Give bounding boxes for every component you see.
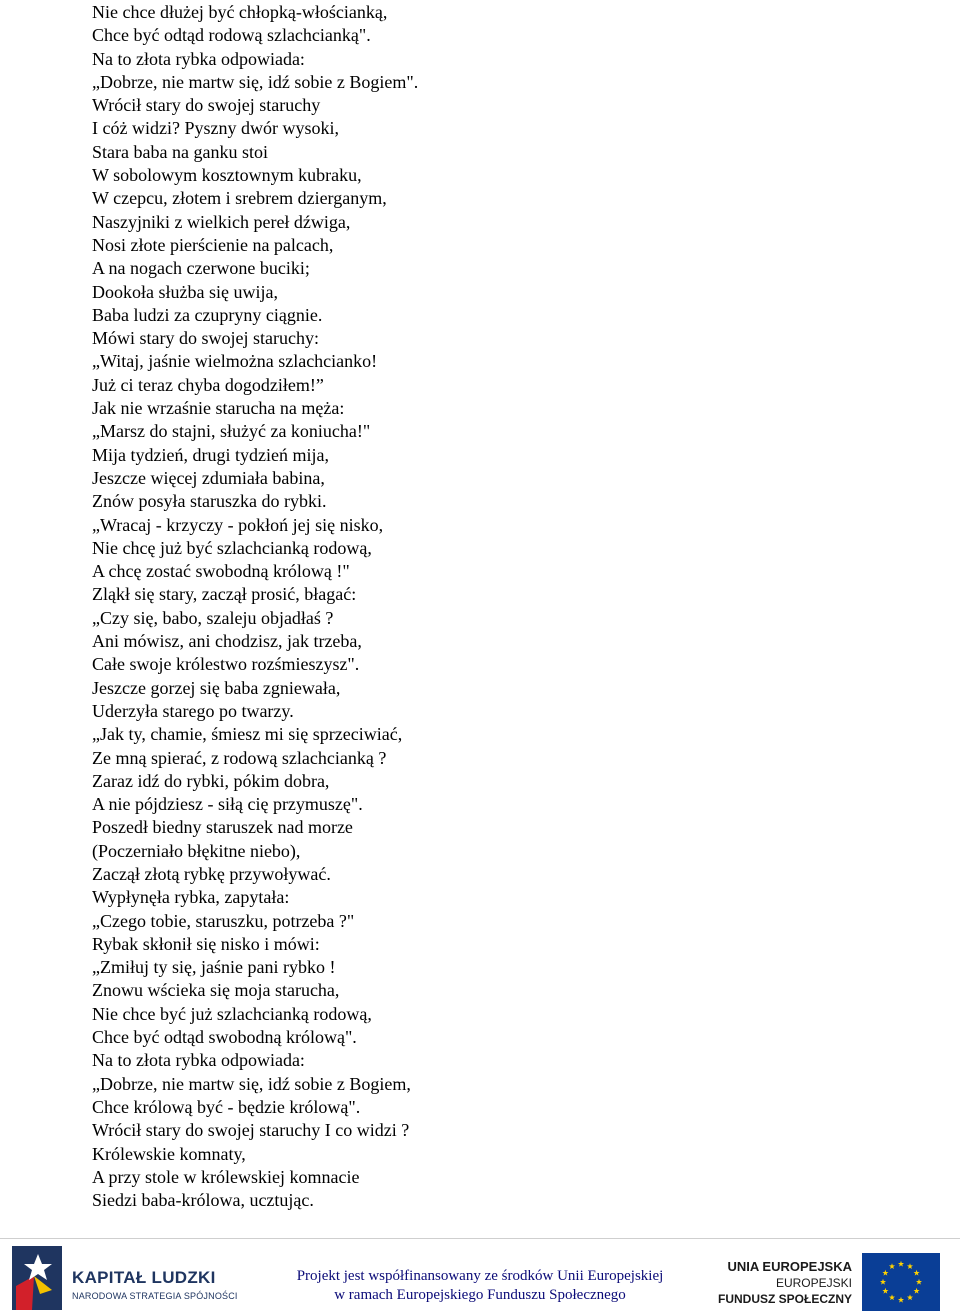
poem-line: „Czy się, babo, szaleju objadłaś ? [92,607,334,628]
project-note-line2: w ramach Europejskiego Funduszu Społecznego [334,1287,626,1303]
poem-line: Zaraz idź do rybki, pókim dobra, [92,770,330,791]
poem-line: „Marsz do stajni, służyć za koniucha!" [92,421,371,442]
poem-line: Znowu wścieka się moja starucha, [92,980,340,1001]
poem-line: Chce królową być - będzie królową". [92,1096,361,1117]
poem-line: A nie pójdziesz - siłą cię przymuszę". [92,794,363,815]
poem-line: „Zmiłuj ty się, jaśnie pani rybko ! [92,957,336,978]
poem-line: Zląkł się stary, zaczął prosić, błagać: [92,584,357,605]
poem-line: „Czego tobie, staruszku, potrzeba ?" [92,910,355,931]
poem-line: Wrócił stary do swojej staruchy [92,95,321,116]
poem-line: „Witaj, jaśnie wielmożna szlachcianko! [92,351,378,372]
project-funding-note [260,1267,700,1305]
poem-line: „Dobrze, nie martw się, idź sobie z Bogiem". [92,71,419,92]
poem-line: Naszyjniki z wielkich pereł dźwiga, [92,211,351,232]
poem-line: Królewskie komnaty, [92,1143,246,1164]
poem-line: Stara baba na ganku stoi [92,141,268,162]
eu-union-label: UNIA EUROPEJSKA [727,1259,852,1274]
kapital-ludzki-title: KAPITAŁ LUDZKI [72,1268,216,1287]
poem-line: Ze mną spierać, z rodową szlachcianką ? [92,747,387,768]
poem-line: Nie chce być już szlachcianką rodową, [92,1003,372,1024]
poem-line: I cóż widzi? Pyszny dwór wysoki, [92,118,339,139]
poem-line: A na nogach czerwone buciki; [92,258,310,279]
poem-line: Poszedł biedny staruszek nad morze [92,817,353,838]
poem-line: Już ci teraz chyba dogodziłem!” [92,374,324,395]
kapital-ludzki-logo-icon [12,1246,62,1310]
poem-line: „Dobrze, nie martw się, idź sobie z Bogiem, [92,1073,411,1094]
poem-line: Nie chce dłużej być chłopką-włościanką, [92,2,388,22]
poem-line: A przy stole w królewskiej komnacie [92,1166,360,1187]
poem-line: Mija tydzień, drugi tydzień mija, [92,444,329,465]
poem-line: „Wracaj - krzyczy - pokłoń jej się nisko, [92,514,384,535]
eu-label [700,1258,852,1307]
poem-line: Wrócił stary do swojej staruchy I co widzi ? [92,1120,410,1141]
poem-line: Nie chcę już być szlachcianką rodową, [92,537,372,558]
project-note-line1: Projekt jest współfinansowany ze środków Unii Europejskiej [296,1268,664,1284]
poem-line: A chcę zostać swobodną królową !" [92,561,350,582]
poem-line: Uderzyła starego po twarzy. [92,700,294,721]
poem-line: Zaczął złotą rybkę przywoływać. [92,863,331,884]
poem-text [92,0,912,1212]
poem-line: Baba ludzi za czupryny ciągnie. [92,304,323,325]
poem-line: Całe swoje królestwo rozśmieszysz". [92,654,360,675]
eu-flag-icon [862,1253,940,1311]
poem-line: Wypłynęła rybka, zapytała: [92,887,290,908]
poem-line: Jeszcze gorzej się baba zgniewała, [92,677,341,698]
eu-fund-label-1: EUROPEJSKI [775,1276,852,1290]
poem-line: Jak nie wrzaśnie starucha na męża: [92,398,345,419]
poem-line: W czepcu, złotem i srebrem dzierganym, [92,188,387,209]
poem-line: Siedzi baba-królowa, ucztując. [92,1190,314,1211]
kapital-ludzki-subtitle: NARODOWA STRATEGIA SPÓJNOŚCI [72,1291,238,1301]
footer [0,1238,960,1315]
poem-line: Chce być odtąd swobodną królową". [92,1027,357,1048]
poem-line: Na to złota rybka odpowiada: [92,48,305,69]
poem-line: W sobolowym kosztownym kubraku, [92,165,362,186]
poem-line: Znów posyła staruszka do rybki. [92,491,327,512]
poem-line: Ani mówisz, ani chodzisz, jak trzeba, [92,631,362,652]
poem-line: (Poczerniało błękitne niebo), [92,840,301,861]
poem-line: Mówi stary do swojej staruchy: [92,328,319,349]
poem-line: Nosi złote pierścienie na palcach, [92,234,334,255]
poem-line: Na to złota rybka odpowiada: [92,1050,305,1071]
poem-line: „Jak ty, chamie, śmiesz mi się sprzeciwiać, [92,724,403,745]
eu-fund-label-2: FUNDUSZ SPOŁECZNY [717,1292,852,1306]
poem-line: Jeszcze więcej zdumiała babina, [92,467,325,488]
poem-line: Chce być odtąd rodową szlachcianką". [92,25,371,46]
poem-line: Dookoła służba się uwija, [92,281,278,302]
footer-divider [0,1238,960,1239]
poem-line: Rybak skłonił się nisko i mówi: [92,933,320,954]
